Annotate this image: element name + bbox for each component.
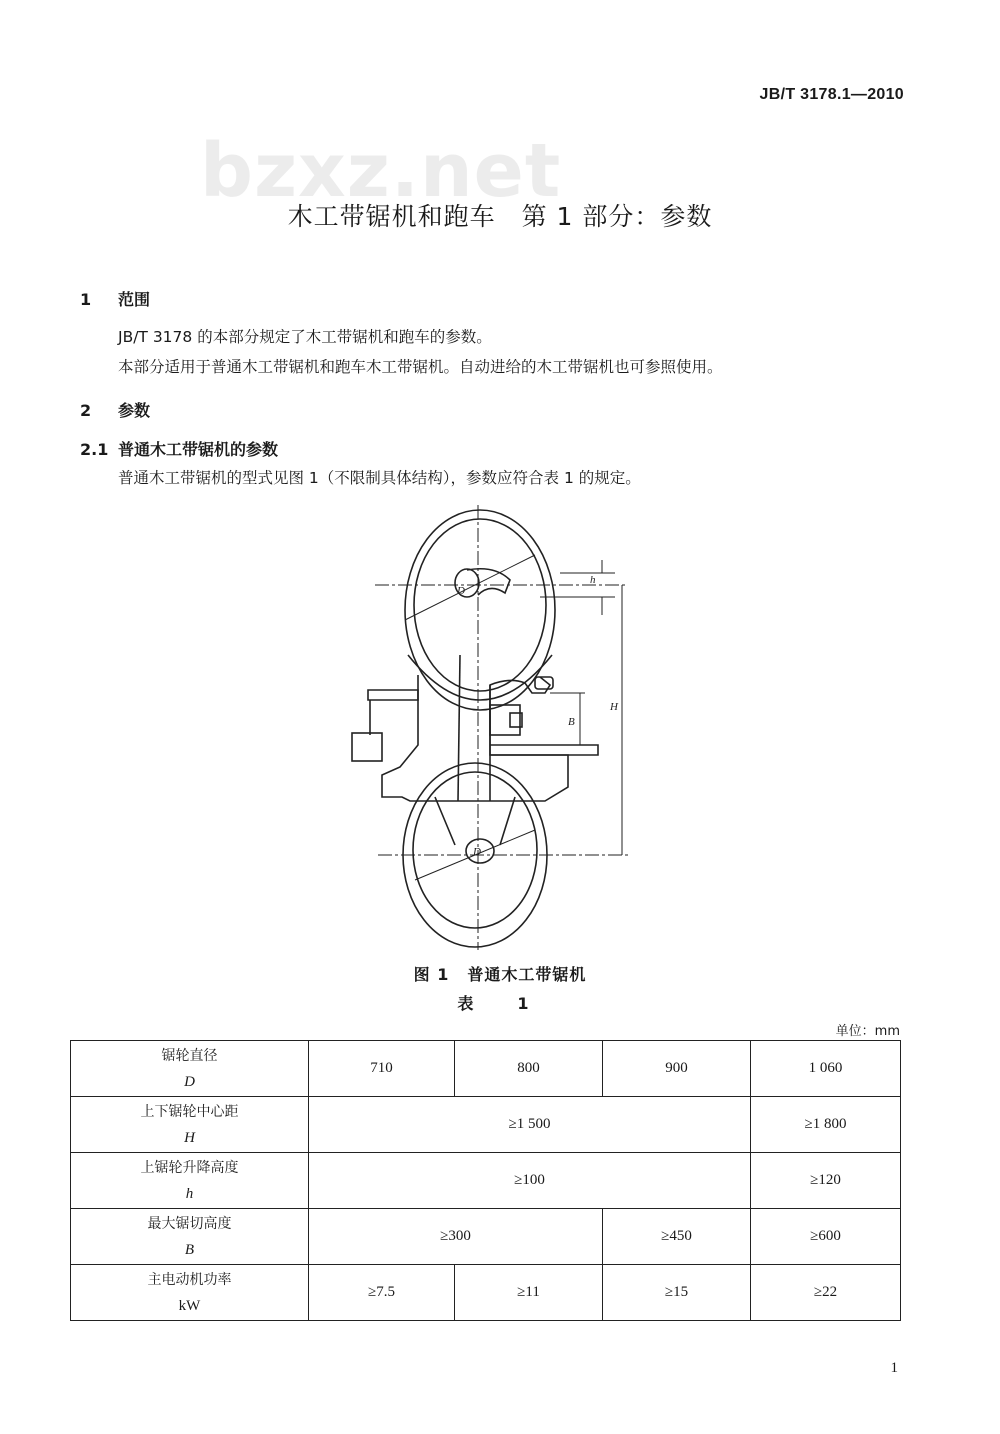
- parameter-table: [70, 1040, 901, 1321]
- page-number: 1: [890, 1360, 898, 1376]
- table-cell: 800: [455, 1041, 603, 1097]
- table-cell: ≥7.5: [309, 1265, 455, 1321]
- param-symbol: D: [184, 1073, 195, 1090]
- dim-label-h: h: [590, 574, 596, 586]
- param-name: 上下锯轮中心距: [140, 1103, 239, 1120]
- work-table: [490, 745, 598, 755]
- table-cell: ≥1 500: [309, 1097, 751, 1153]
- dim-label-D-bottom: D: [473, 846, 481, 858]
- dim-label-H: H: [610, 701, 618, 713]
- page-title: 木工带锯机和跑车 第 1 部分：参数: [287, 202, 713, 231]
- row-label: [71, 1153, 309, 1209]
- section-title: 范围: [118, 290, 151, 309]
- section-2-heading: [80, 398, 150, 421]
- section-title: 参数: [118, 401, 151, 420]
- table-row: [71, 1265, 901, 1321]
- param-name: 主电动机功率: [147, 1271, 232, 1288]
- row-label: [71, 1097, 309, 1153]
- section-number: 2.1: [80, 440, 109, 459]
- figure-caption: [0, 962, 1000, 985]
- standard-code: JB/T 3178.1—2010: [759, 86, 904, 103]
- handwheel-arm: [368, 690, 418, 700]
- table-cell: 710: [309, 1041, 455, 1097]
- row-label: [71, 1041, 309, 1097]
- table-cell: ≥100: [309, 1153, 751, 1209]
- figure-title: 普通木工带锯机: [467, 965, 587, 984]
- param-unit: kW: [178, 1297, 201, 1314]
- upper-hub-arm: [467, 569, 510, 595]
- section-number: 2: [80, 401, 92, 420]
- param-symbol: B: [184, 1241, 195, 1258]
- lower-bracket: [435, 797, 515, 845]
- section-1-heading: [80, 287, 150, 310]
- param-symbol: H: [184, 1129, 195, 1146]
- upper-knob: [535, 677, 553, 689]
- table-row: [71, 1153, 901, 1209]
- table-cell: ≥22: [751, 1265, 901, 1321]
- dim-label-B: B: [568, 716, 575, 728]
- table-row: [71, 1097, 901, 1153]
- table-cell: ≥450: [603, 1209, 751, 1265]
- table-cell: ≥11: [455, 1265, 603, 1321]
- dim-label-D-top: D: [457, 585, 465, 597]
- frame-edge: [458, 655, 460, 801]
- upper-wheel-outer: [405, 510, 555, 710]
- row-label: [71, 1209, 309, 1265]
- blade-guide: [490, 705, 520, 735]
- table-cell: 900: [603, 1041, 751, 1097]
- param-symbol: h: [185, 1185, 194, 1202]
- param-name: 上锯轮升降高度: [140, 1159, 239, 1176]
- paragraph: 本部分适用于普通木工带锯机和跑车木工带锯机。自动进给的木工带锯机也可参照使用。: [118, 358, 723, 376]
- motor-box: [352, 733, 382, 761]
- table-cell: 1 060: [751, 1041, 901, 1097]
- table-cell: ≥600: [751, 1209, 901, 1265]
- section-title: 普通木工带锯机的参数: [118, 440, 279, 459]
- D-top-diameter: [405, 555, 535, 620]
- paragraph: JB/T 3178 的本部分规定了木工带锯机和跑车的参数。: [118, 328, 492, 346]
- table-cell: ≥120: [751, 1153, 901, 1209]
- table-unit: 单位：mm: [835, 1024, 900, 1039]
- paragraph: 普通木工带锯机的型式见图 1（不限制具体结构），参数应符合表 1 的规定。: [118, 469, 641, 487]
- upper-wheel-inner: [414, 519, 546, 691]
- param-name: 锯轮直径: [161, 1047, 218, 1064]
- machine-column: [382, 675, 568, 801]
- figure-number: 图 1: [413, 965, 450, 984]
- table-cell: ≥300: [309, 1209, 603, 1265]
- row-label: [71, 1265, 309, 1321]
- section-2-1-heading: [80, 437, 278, 460]
- table-row: [71, 1209, 901, 1265]
- table-cell: ≥15: [603, 1265, 751, 1321]
- table-cell: ≥1 800: [751, 1097, 901, 1153]
- watermark: bzxz.net: [200, 128, 562, 214]
- table-row: [71, 1041, 901, 1097]
- table-caption: 表 1: [457, 994, 543, 1013]
- param-name: 最大锯切高度: [147, 1215, 232, 1232]
- band-saw-figure: [340, 505, 640, 955]
- section-number: 1: [80, 290, 92, 309]
